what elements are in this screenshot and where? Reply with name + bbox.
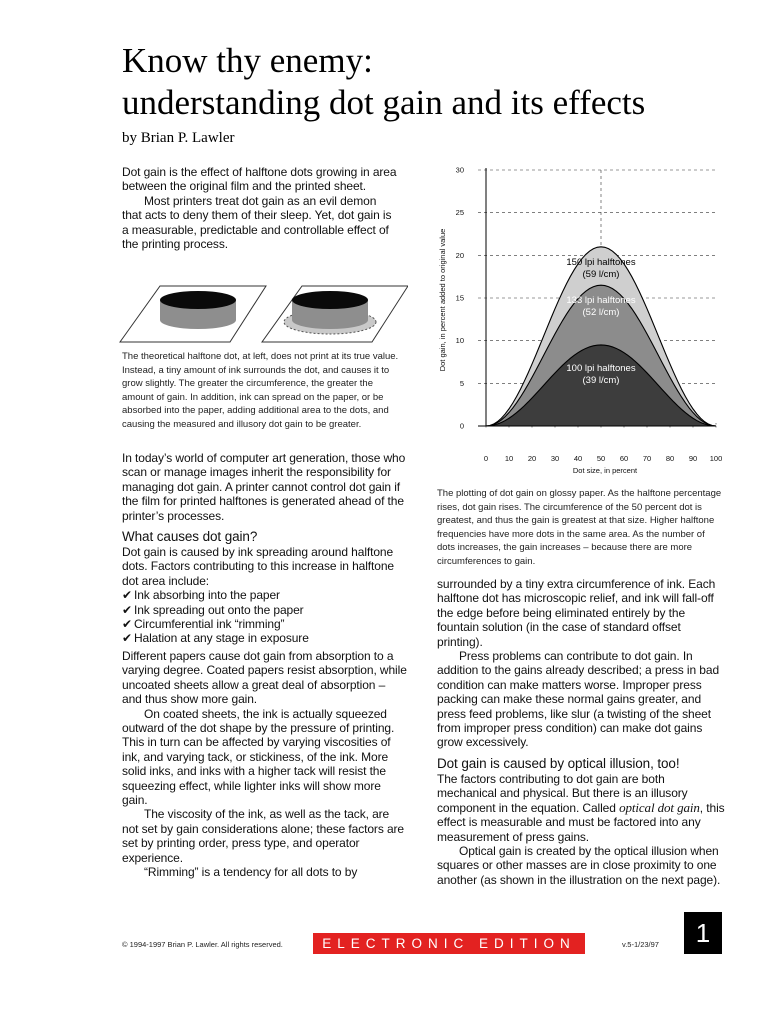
check-icon: ✔	[122, 617, 132, 632]
halftone-dot-illustration	[118, 280, 408, 346]
press-problems-paragraph: Press problems can contribute to dot gain. In addition to the gains already described; a press in bad condition can make matters worse. Improper press packing can make these normal gains greater, and press feed problems, like slur (a twisting of the sheet from improper press condition) can make dot gains grow excessively.	[437, 649, 720, 750]
chart-series-label: 100 lpi halftones	[566, 362, 636, 374]
dot-top-left	[160, 291, 236, 309]
chart-y-tick-label: 15	[455, 293, 464, 303]
chart-series-label: 133 lpi halftones	[566, 295, 636, 307]
chart-x-tick-label: 80	[665, 454, 675, 463]
chart-x-tick-label: 30	[550, 454, 560, 463]
check-icon: ✔	[122, 588, 132, 603]
list-item: ✔ Ink spreading out onto the paper	[122, 602, 304, 617]
causes-heading: What causes dot gain?	[122, 529, 258, 545]
chart-x-tick-label: 40	[573, 454, 583, 463]
list-item: ✔ Circumferential ink “rimming”	[122, 617, 285, 632]
causes-list	[122, 588, 407, 646]
rimming-continued-paragraph: surrounded by a tiny extra circumference of ink. Each halftone dot has microscopic relief, and ink will fall-off the edge before being eliminated entirely by the fountain solution (in the case of standard offset printing).	[437, 577, 716, 649]
check-icon: ✔	[122, 631, 132, 646]
byline: by Brian P. Lawler	[122, 130, 235, 146]
version-label: v.5-1/23/97	[622, 940, 659, 949]
coated-sheets-paragraph: On coated sheets, the ink is actually squeezed outward of the dot shape by the pressure of printing. This in turn can be affected by varying viscosities of ink, and varying tack, or stickiness, of the ink. More solid inks, and inks with a higher tack will resist the squeezing effect, while lighter inks will show more gain.	[122, 706, 395, 807]
chart-series-label: (52 l/cm)	[582, 307, 620, 319]
dot-base-left	[160, 311, 236, 329]
rimming-paragraph: “Rimming” is a tendency for all dots to by	[144, 864, 358, 879]
chart-series-label: (59 l/cm)	[582, 268, 620, 280]
chart-x-tick-label: 60	[619, 454, 629, 463]
optical-gain-paragraph: The factors contributing to dot gain are both mechanical and physical. But there is an illusory component in the equation. Called optical dot gain, this effect is measurable and must be factored into any measurement of press gains.	[437, 771, 725, 844]
intro-paragraph-2: Most printers treat dot gain as an evil demon that acts to deny them of their sleep. Yet, dot gain is a measurable, predictable and controllable effect of the printing process.	[122, 193, 392, 252]
optical-dot-gain-term: optical dot gain	[619, 799, 700, 815]
list-item: ✔ Halation at any stage in exposure	[122, 631, 309, 646]
computer-art-paragraph: In today’s world of computer art generation, those who scan or manage images inherit the responsibility for managing dot gain. A printer cannot control dot gain if the film for printed halftones is generated ahead of the printer’s processes.	[122, 451, 406, 523]
optical-illusion-paragraph: Optical gain is created by the optical illusion when squares or other masses are in close proximity to one another (as shown in the illustration on the next page).	[437, 843, 721, 887]
chart-x-tick-label: 50	[596, 454, 606, 463]
chart-x-tick-label: 70	[642, 454, 652, 463]
copyright-notice: © 1994-1997 Brian P. Lawler. All rights reserved.	[122, 940, 283, 949]
chart-x-axis-label: Dot size, in percent	[572, 466, 638, 475]
chart-x-tick-label: 20	[527, 454, 537, 463]
chart-series-label: 150 lpi halftones	[566, 256, 636, 268]
chart-y-axis-label: Dot gain, in percent added to original value	[438, 228, 447, 372]
chart-y-tick-label: 25	[455, 208, 464, 218]
chart-x-tick-label: 10	[504, 454, 514, 463]
intro-text	[122, 165, 397, 251]
electronic-edition-badge: ELECTRONIC EDITION	[313, 933, 585, 954]
chart-y-tick-label: 5	[459, 378, 464, 388]
page-title	[122, 40, 742, 124]
chart-y-tick-label: 30	[455, 165, 464, 175]
chart-series-label: (39 l/cm)	[582, 374, 620, 386]
dot-gain-chart	[420, 160, 730, 480]
title-line-2: understanding dot gain and its effects	[122, 83, 646, 122]
chart-y-tick-label: 10	[455, 336, 464, 346]
page-number: 1	[684, 912, 722, 954]
viscosity-paragraph: The viscosity of the ink, as well as the tack, are not set by gain considerations alone; these factors are set by printing order, press type, and operator experience.	[122, 807, 405, 865]
chart-caption: The plotting of dot gain on glossy paper. As the halftone percentage rises, dot gain rises. The circumference of the 50 percent dot is greatest, and thus the gain is greatest at that size. Higher halftone frequencies have more dots in the same area. As the number of dots increases, the gain increases – because there are more circumferences to gain.	[437, 488, 722, 567]
dot-top-right	[292, 291, 368, 309]
title-line-1: Know thy enemy:	[122, 41, 373, 80]
causes-intro: Dot gain is caused by ink spreading around halftone dots. Factors contributing to this increase in halftone dot area include:	[122, 545, 394, 588]
list-item: ✔ Ink absorbing into the paper	[122, 588, 280, 603]
papers-paragraph: Different papers cause dot gain from absorption to a varying degree. Coated papers resist absorption, while uncoated sheets allow a great deal of absorption – and thus show more gain.	[122, 648, 407, 707]
check-icon: ✔	[122, 602, 132, 617]
chart-x-tick-label: 0	[483, 454, 489, 463]
intro-paragraph-1: Dot gain is the effect of halftone dots growing in area between the original film and the printed sheet.	[122, 165, 397, 194]
illustration-caption: The theoretical halftone dot, at left, does not print at its true value. Instead, a tiny amount of ink surrounds the dot, and causes it to grow slightly. The greater the circumference, the greater the amount of gain. In addition, ink can spread on the paper, or be absorbed into the paper, adding additional area to the dots, and causing the measured and illusory dot gain to be greater.	[122, 351, 399, 430]
dot-base-right	[292, 311, 368, 329]
chart-x-tick-label: 100	[709, 454, 723, 463]
right-column-text	[437, 577, 727, 887]
left-column-text	[122, 451, 407, 879]
chart-y-tick-label: 20	[455, 250, 464, 260]
chart-x-tick-label: 90	[688, 454, 698, 463]
chart-y-tick-label: 0	[459, 421, 464, 431]
optical-illusion-heading: Dot gain is caused by optical illusion, too!	[437, 755, 680, 771]
